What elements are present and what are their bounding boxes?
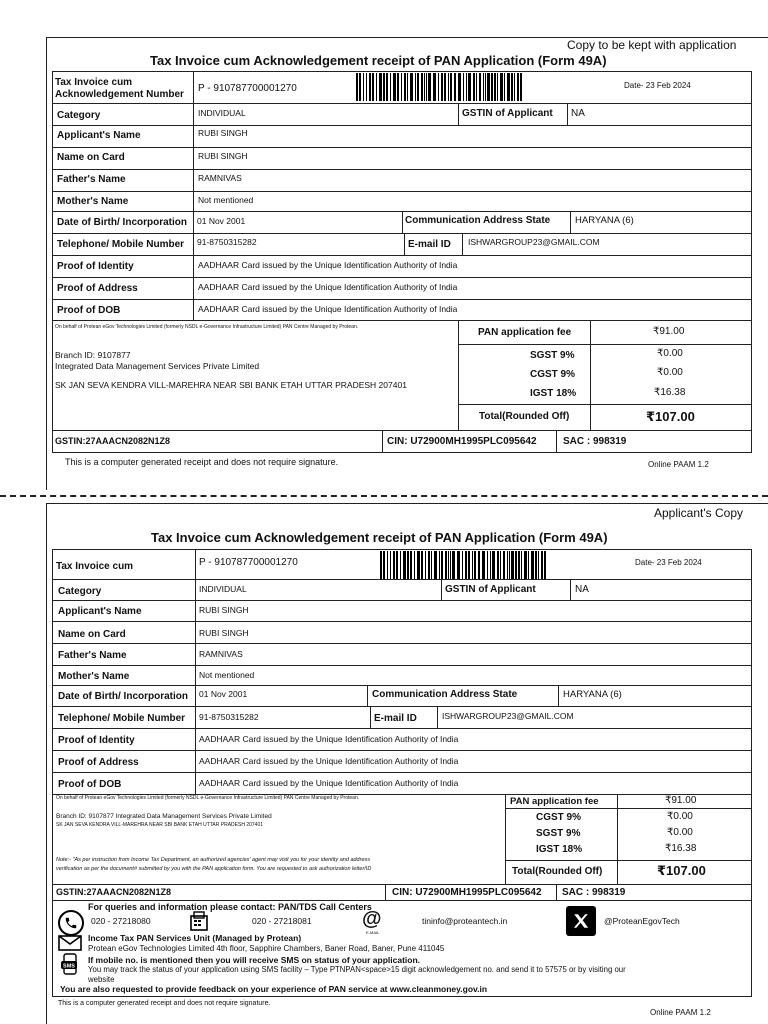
ack-number-value: P - 910787700001270 — [199, 557, 298, 568]
phone-icon — [58, 910, 84, 936]
mail-envelope-icon — [58, 935, 82, 951]
sgst-label: SGST 9% — [536, 828, 581, 839]
sac-text: SAC : 998319 — [563, 436, 627, 447]
igst-value: ₹16.38 — [665, 843, 697, 854]
fee-value: ₹91.00 — [665, 795, 697, 806]
applicant-name-value: RUBI SINGH — [199, 605, 249, 615]
applicant-name-value: RUBI SINGH — [198, 128, 248, 138]
center-address: SK JAN SEVA KENDRA VILL-MAREHRA NEAR SBI BANK ETAH UTTAR PRADESH 207401 — [56, 822, 264, 828]
company-name: Integrated Data Management Services Private Limited — [55, 361, 260, 371]
fee-label: PAN application fee — [510, 796, 599, 807]
mother-name-label: Mother's Name — [57, 196, 129, 207]
gstin-applicant-label: GSTIN of Applicant — [445, 584, 536, 595]
ack-number-value: P - 910787700001270 — [198, 83, 297, 94]
center-address: SK JAN SEVA KENDRA VILL-MAREHRA NEAR SBI BANK ETAH UTTAR PRADESH 207401 — [55, 380, 407, 390]
receipt-date: Date- 23 Feb 2024 — [635, 558, 702, 567]
category-label: Category — [57, 110, 101, 121]
phone-label: Telephone/ Mobile Number — [57, 239, 185, 250]
cin-text: CIN: U72900MH1995PLC095642 — [392, 887, 542, 898]
x-twitter-icon — [566, 906, 596, 936]
copy-label: Copy to be kept with application — [567, 38, 737, 52]
fee-label: PAN application fee — [478, 327, 572, 338]
pod-value: AADHAAR Card issued by the Unique Identification Authority of India — [198, 304, 458, 314]
cgst-value: ₹0.00 — [667, 811, 693, 822]
gstin-applicant-value: NA — [575, 584, 589, 595]
sms-icon — [60, 953, 82, 975]
comm-state-value: HARYANA (6) — [575, 215, 634, 226]
poa-label: Proof of Address — [57, 283, 138, 294]
phone-label: Telephone/ Mobile Number — [58, 713, 186, 724]
cgst-value: ₹0.00 — [657, 367, 683, 378]
page-title: Tax Invoice cum Acknowledgement receipt of PAN Application (Form 49A) — [151, 530, 608, 545]
pod-value: AADHAAR Card issued by the Unique Identification Authority of India — [199, 778, 459, 788]
applicant-name-label: Applicant's Name — [57, 130, 141, 141]
feedback-text: You are also requested to provide feedback on your experience of PAN service at www.cleanmoney.gov.in — [60, 984, 488, 994]
igst-label: IGST 18% — [536, 844, 583, 855]
igst-value: ₹16.38 — [654, 387, 686, 398]
poi-value: AADHAAR Card issued by the Unique Identification Authority of India — [199, 734, 459, 744]
paam-version: Online PAAM 1.2 — [648, 460, 709, 469]
category-value: INDIVIDUAL — [198, 108, 246, 118]
poa-value: AADHAAR Card issued by the Unique Identification Authority of India — [198, 282, 458, 292]
email-at-icon: @ — [362, 908, 382, 930]
pod-label: Proof of DOB — [57, 305, 121, 316]
dob-label: Date of Birth/ Incorporation — [57, 217, 187, 228]
cgst-label: CGST 9% — [530, 369, 576, 380]
queries-heading: For queries and information please contact: PAN/TDS Call Centers — [88, 902, 372, 912]
sgst-value: ₹0.00 — [657, 348, 683, 359]
contact-email: tininfo@proteantech.in — [422, 916, 508, 926]
mother-name-label: Mother's Name — [58, 671, 130, 682]
total-label: Total(Rounded Off) — [479, 411, 570, 422]
card-name-value: RUBI SINGH — [199, 628, 249, 638]
branch-id: Branch ID: 9107877 Integrated Data Management Services Private Limited — [56, 813, 272, 820]
total-value: ₹107.00 — [657, 863, 706, 878]
phone-value: 91-8750315282 — [197, 237, 257, 247]
note-line-1: Note:- "As per instruction from Income Tax Department, an authorized agencies' agent may visit you for your identity and address — [56, 857, 371, 863]
gstin-applicant-value: NA — [571, 108, 585, 119]
svg-text:SMS: SMS — [63, 963, 75, 970]
father-name-label: Father's Name — [57, 174, 126, 185]
card-name-label: Name on Card — [58, 629, 126, 640]
sms-info-website: website — [88, 975, 115, 984]
poi-label: Proof of Identity — [57, 261, 134, 272]
fee-value: ₹91.00 — [653, 326, 685, 337]
computer-generated-note: This is a computer generated receipt and does not require signature. — [58, 1000, 271, 1007]
cin-text: CIN: U72900MH1995PLC095642 — [387, 436, 537, 447]
call-center-fax: 020 - 27218081 — [252, 916, 312, 926]
card-name-label: Name on Card — [57, 152, 125, 163]
call-center-phone: 020 - 27218080 — [91, 916, 151, 926]
father-name-label: Father's Name — [58, 650, 127, 661]
receipt-date: Date- 23 Feb 2024 — [624, 81, 691, 90]
computer-generated-note: This is a computer generated receipt and does not require signature. — [65, 457, 339, 467]
dob-value: 01 Nov 2001 — [199, 689, 248, 699]
note-line-2: verification as per the document# submitted by you with the PAN application form. You are requested to ask authorization letter/ID — [56, 866, 372, 872]
category-label: Category — [58, 586, 102, 597]
poi-label: Proof of Identity — [58, 735, 135, 746]
page-title: Tax Invoice cum Acknowledgement receipt of PAN Application (Form 49A) — [150, 53, 607, 68]
ack-barcode — [380, 551, 548, 579]
fax-icon — [190, 911, 208, 931]
sms-info-heading: If mobile no. is mentioned then you will receive SMS on status of your application. — [88, 955, 421, 965]
total-label: Total(Rounded Off) — [512, 866, 603, 877]
card-name-value: RUBI SINGH — [198, 151, 248, 161]
dob-label: Date of Birth/ Incorporation — [58, 691, 188, 702]
pan-unit-address: Protean eGov Technologies Limited 4th floor, Sapphire Chambers, Baner Road, Baner, Pune 411045 — [88, 944, 445, 953]
branch-id: Branch ID: 9107877 — [55, 350, 131, 360]
phone-value: 91-8750315282 — [199, 712, 259, 722]
gstin-footer: GSTIN:27AAACN2082N1Z8 — [56, 887, 172, 897]
pan-unit-heading: Income Tax PAN Services Unit (Managed by Protean) — [88, 933, 302, 943]
mother-name-value: Not mentioned — [199, 670, 255, 680]
sgst-value: ₹0.00 — [667, 827, 693, 838]
comm-state-label: Communication Address State — [405, 215, 551, 226]
mother-name-value: Not mentioned — [198, 195, 254, 205]
applicant-name-label: Applicant's Name — [58, 606, 142, 617]
twitter-handle: @ProteanEgovTech — [604, 916, 680, 926]
category-value: INDIVIDUAL — [199, 584, 247, 594]
total-value: ₹107.00 — [646, 409, 695, 424]
paam-version: Online PAAM 1.2 — [650, 1008, 711, 1017]
father-name-value: RAMNIVAS — [199, 649, 243, 659]
email-label: E-mail ID — [374, 713, 417, 724]
pod-label: Proof of DOB — [58, 779, 122, 790]
copy-label: Applicant's Copy — [654, 506, 744, 520]
email-label: E-mail ID — [408, 239, 451, 250]
cgst-label: CGST 9% — [536, 812, 582, 823]
comm-state-label: Communication Address State — [372, 689, 518, 700]
sgst-label: SGST 9% — [530, 350, 575, 361]
igst-label: IGST 18% — [530, 388, 577, 399]
ack-number-label: Tax Invoice cum — [56, 561, 134, 572]
sac-text: SAC : 998319 — [562, 887, 626, 898]
email-icon-label: E-MAIL — [366, 930, 380, 935]
sms-info-text: You may track the status of your application using SMS facility – Type PTNPAN<space>15 digit acknowledgement no. and send it to 57575 or by visiting our — [88, 965, 626, 974]
ack-number-label: Tax Invoice cum Acknowledgement Number — [55, 77, 184, 100]
gstin-footer: GSTIN:27AAACN2082N1Z8 — [55, 436, 171, 446]
behalf-text: On behalf of Protean eGov Technologies Limited (formerly NSDL e-Governance Infrastructure Limited) PAN Centre Managed by Protean. — [55, 324, 359, 330]
poa-label: Proof of Address — [58, 757, 139, 768]
father-name-value: RAMNIVAS — [198, 173, 242, 183]
behalf-text: On behalf of Protean eGov Technologies Limited (formerly NSDL e-Governance Infrastructure Limited) PAN Centre Managed by Protean. — [56, 795, 360, 801]
email-value: ISHWARGROUP23@GMAIL.COM — [442, 711, 574, 721]
gstin-applicant-label: GSTIN of Applicant — [462, 108, 553, 119]
poi-value: AADHAAR Card issued by the Unique Identification Authority of India — [198, 260, 458, 270]
email-value: ISHWARGROUP23@GMAIL.COM — [468, 237, 600, 247]
comm-state-value: HARYANA (6) — [563, 689, 622, 700]
poa-value: AADHAAR Card issued by the Unique Identification Authority of India — [199, 756, 459, 766]
dob-value: 01 Nov 2001 — [197, 216, 246, 226]
